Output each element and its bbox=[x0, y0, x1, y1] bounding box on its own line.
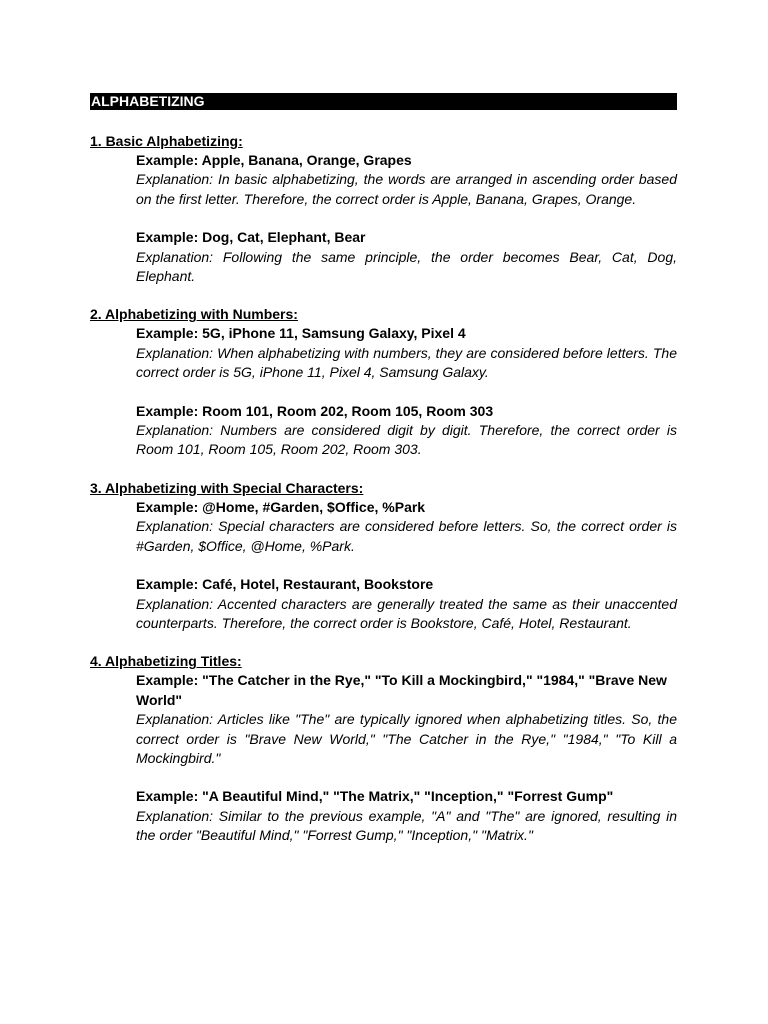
section-basic-alphabetizing bbox=[90, 132, 677, 286]
example-text: Example: Apple, Banana, Orange, Grapes bbox=[136, 152, 412, 168]
explanation-text: Explanation: Articles like "The" are typically ignored when alphabetizing titles. So, the correct order is "Brave New World," "The Catcher in the Rye," "1984," "To Kill a Mockingbird." bbox=[136, 711, 677, 766]
example-block bbox=[136, 498, 677, 556]
example-block bbox=[136, 575, 677, 633]
section-alphabetizing-titles bbox=[90, 652, 677, 845]
explanation-text: Explanation: Special characters are considered before letters. So, the correct order is #Garden, $Office, @Home, %Park. bbox=[136, 518, 677, 554]
example-block bbox=[136, 228, 677, 286]
explanation-text: Explanation: Similar to the previous example, "A" and "The" are ignored, resulting in the order "Beautiful Mind," "Forrest Gump," "Inception," "Matrix." bbox=[136, 807, 677, 844]
example-text: Example: Café, Hotel, Restaurant, Bookstore bbox=[136, 576, 434, 593]
explanation-text: Explanation: Numbers are considered digit by digit. Therefore, the correct order is Room 101, Room 105, Room 202, Room 303. bbox=[136, 422, 677, 458]
example-block bbox=[136, 324, 677, 382]
example-text: Example: Dog, Cat, Elephant, Bear bbox=[136, 229, 366, 246]
example-block bbox=[136, 151, 677, 209]
explanation-text: Explanation: Following the same principle, the order becomes Bear, Cat, Dog, Elephant. bbox=[136, 248, 677, 285]
document-page bbox=[90, 93, 677, 865]
example-block bbox=[136, 787, 677, 845]
example-text: Example: Room 101, Room 202, Room 105, Room 303 bbox=[136, 402, 494, 419]
explanation-text: Explanation: When alphabetizing with numbers, they are considered before letters. The correct order is 5G, iPhone 11, Pixel 4, Samsung Galaxy. bbox=[136, 344, 677, 381]
section-heading: 1. Basic Alphabetizing: bbox=[90, 133, 243, 149]
explanation-text: Explanation: In basic alphabetizing, the words are arranged in ascending order based on the first letter. Therefore, the correct order is Apple, Banana, Grapes, Orange. bbox=[136, 171, 677, 207]
example-block bbox=[136, 402, 677, 460]
example-block bbox=[136, 671, 677, 768]
example-text: Example: @Home, #Garden, $Office, %Park bbox=[136, 498, 426, 515]
section-alphabetizing-special-characters bbox=[90, 479, 677, 633]
example-text: Example: 5G, iPhone 11, Samsung Galaxy, Pixel 4 bbox=[136, 325, 466, 342]
section-alphabetizing-numbers bbox=[90, 305, 677, 459]
section-heading: 4. Alphabetizing Titles: bbox=[90, 653, 242, 670]
example-text: Example: "A Beautiful Mind," "The Matrix," "Inception," "Forrest Gump" bbox=[136, 788, 614, 805]
page-title: ALPHABETIZING bbox=[90, 93, 677, 110]
section-heading: 2. Alphabetizing with Numbers: bbox=[90, 306, 298, 323]
example-text: Example: "The Catcher in the Rye," "To Kill a Mockingbird," "1984," "Brave New World" bbox=[136, 672, 667, 708]
section-heading: 3. Alphabetizing with Special Characters: bbox=[90, 479, 364, 496]
explanation-text: Explanation: Accented characters are generally treated the same as their unaccented counterparts. Therefore, the correct order is Bookstore, Café, Hotel, Restaurant. bbox=[136, 595, 677, 631]
